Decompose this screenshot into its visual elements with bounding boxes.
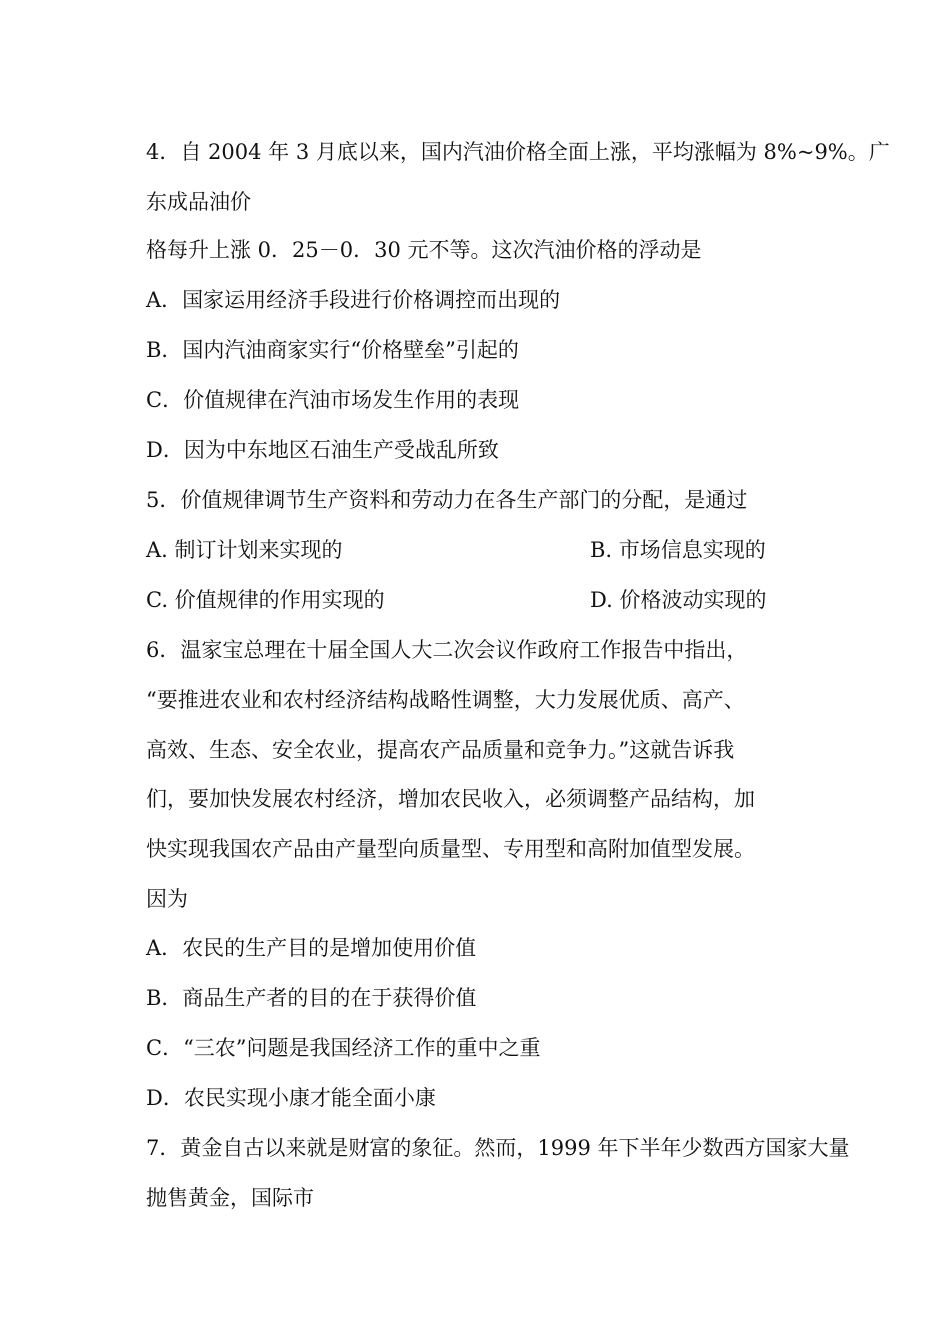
q6-stem-line-5: 快实现我国农产品由产量型向质量型、专用型和高附加值型发展。 bbox=[146, 837, 755, 861]
q4-stem-line-2: 东成品油价 bbox=[146, 190, 251, 214]
q7-stem-line-2: 抛售黄金，国际市 bbox=[146, 1186, 314, 1210]
q6-option-b: B．商品生产者的目的在于获得价值 bbox=[146, 986, 477, 1010]
q5-option-c: C. 价值规律的作用实现的 bbox=[146, 588, 385, 612]
q6-stem-line-1: 6．温家宝总理在十届全国人大二次会议作政府工作报告中指出， bbox=[146, 638, 748, 662]
q6-option-a: A．农民的生产目的是增加使用价值 bbox=[146, 936, 477, 960]
q5-option-d: D. 价格波动实现的 bbox=[590, 588, 767, 612]
q4-option-a: A．国家运用经济手段进行价格调控而出现的 bbox=[146, 288, 561, 312]
q6-stem-line-4: 们，要加快发展农村经济，增加农民收入，必须调整产品结构，加 bbox=[146, 787, 755, 811]
q6-option-c: C．“三农”问题是我国经济工作的重中之重 bbox=[146, 1036, 541, 1060]
q5-stem: 5．价值规律调节生产资料和劳动力在各生产部门的分配，是通过 bbox=[146, 488, 748, 512]
q4-option-d: D．因为中东地区石油生产受战乱所致 bbox=[146, 438, 499, 462]
q6-stem-line-3: 高效、生态、安全农业，提高农产品质量和竞争力。”这就告诉我 bbox=[146, 738, 735, 762]
q4-option-b: B．国内汽油商家实行“价格壁垒”引起的 bbox=[146, 338, 519, 362]
q4-stem-line-1: 4．自 2004 年 3 月底以来，国内汽油价格全面上涨，平均涨幅为 8%~9%。广 bbox=[146, 140, 890, 164]
q5-option-b: B. 市场信息实现的 bbox=[590, 538, 766, 562]
q6-stem-line-2: “要推进农业和农村经济结构战略性调整，大力发展优质、高产、 bbox=[146, 688, 745, 712]
q5-option-a: A. 制订计划来实现的 bbox=[146, 538, 343, 562]
q4-stem-line-3: 格每升上涨 0．25－0．30 元不等。这次汽油价格的浮动是 bbox=[146, 238, 702, 262]
q6-option-d: D．农民实现小康才能全面小康 bbox=[146, 1086, 436, 1110]
q7-stem-line-1: 7．黄金自古以来就是财富的象征。然而，1999 年下半年少数西方国家大量 bbox=[146, 1136, 850, 1160]
q6-stem-line-6: 因为 bbox=[146, 887, 188, 911]
q4-option-c: C．价值规律在汽油市场发生作用的表现 bbox=[146, 388, 520, 412]
